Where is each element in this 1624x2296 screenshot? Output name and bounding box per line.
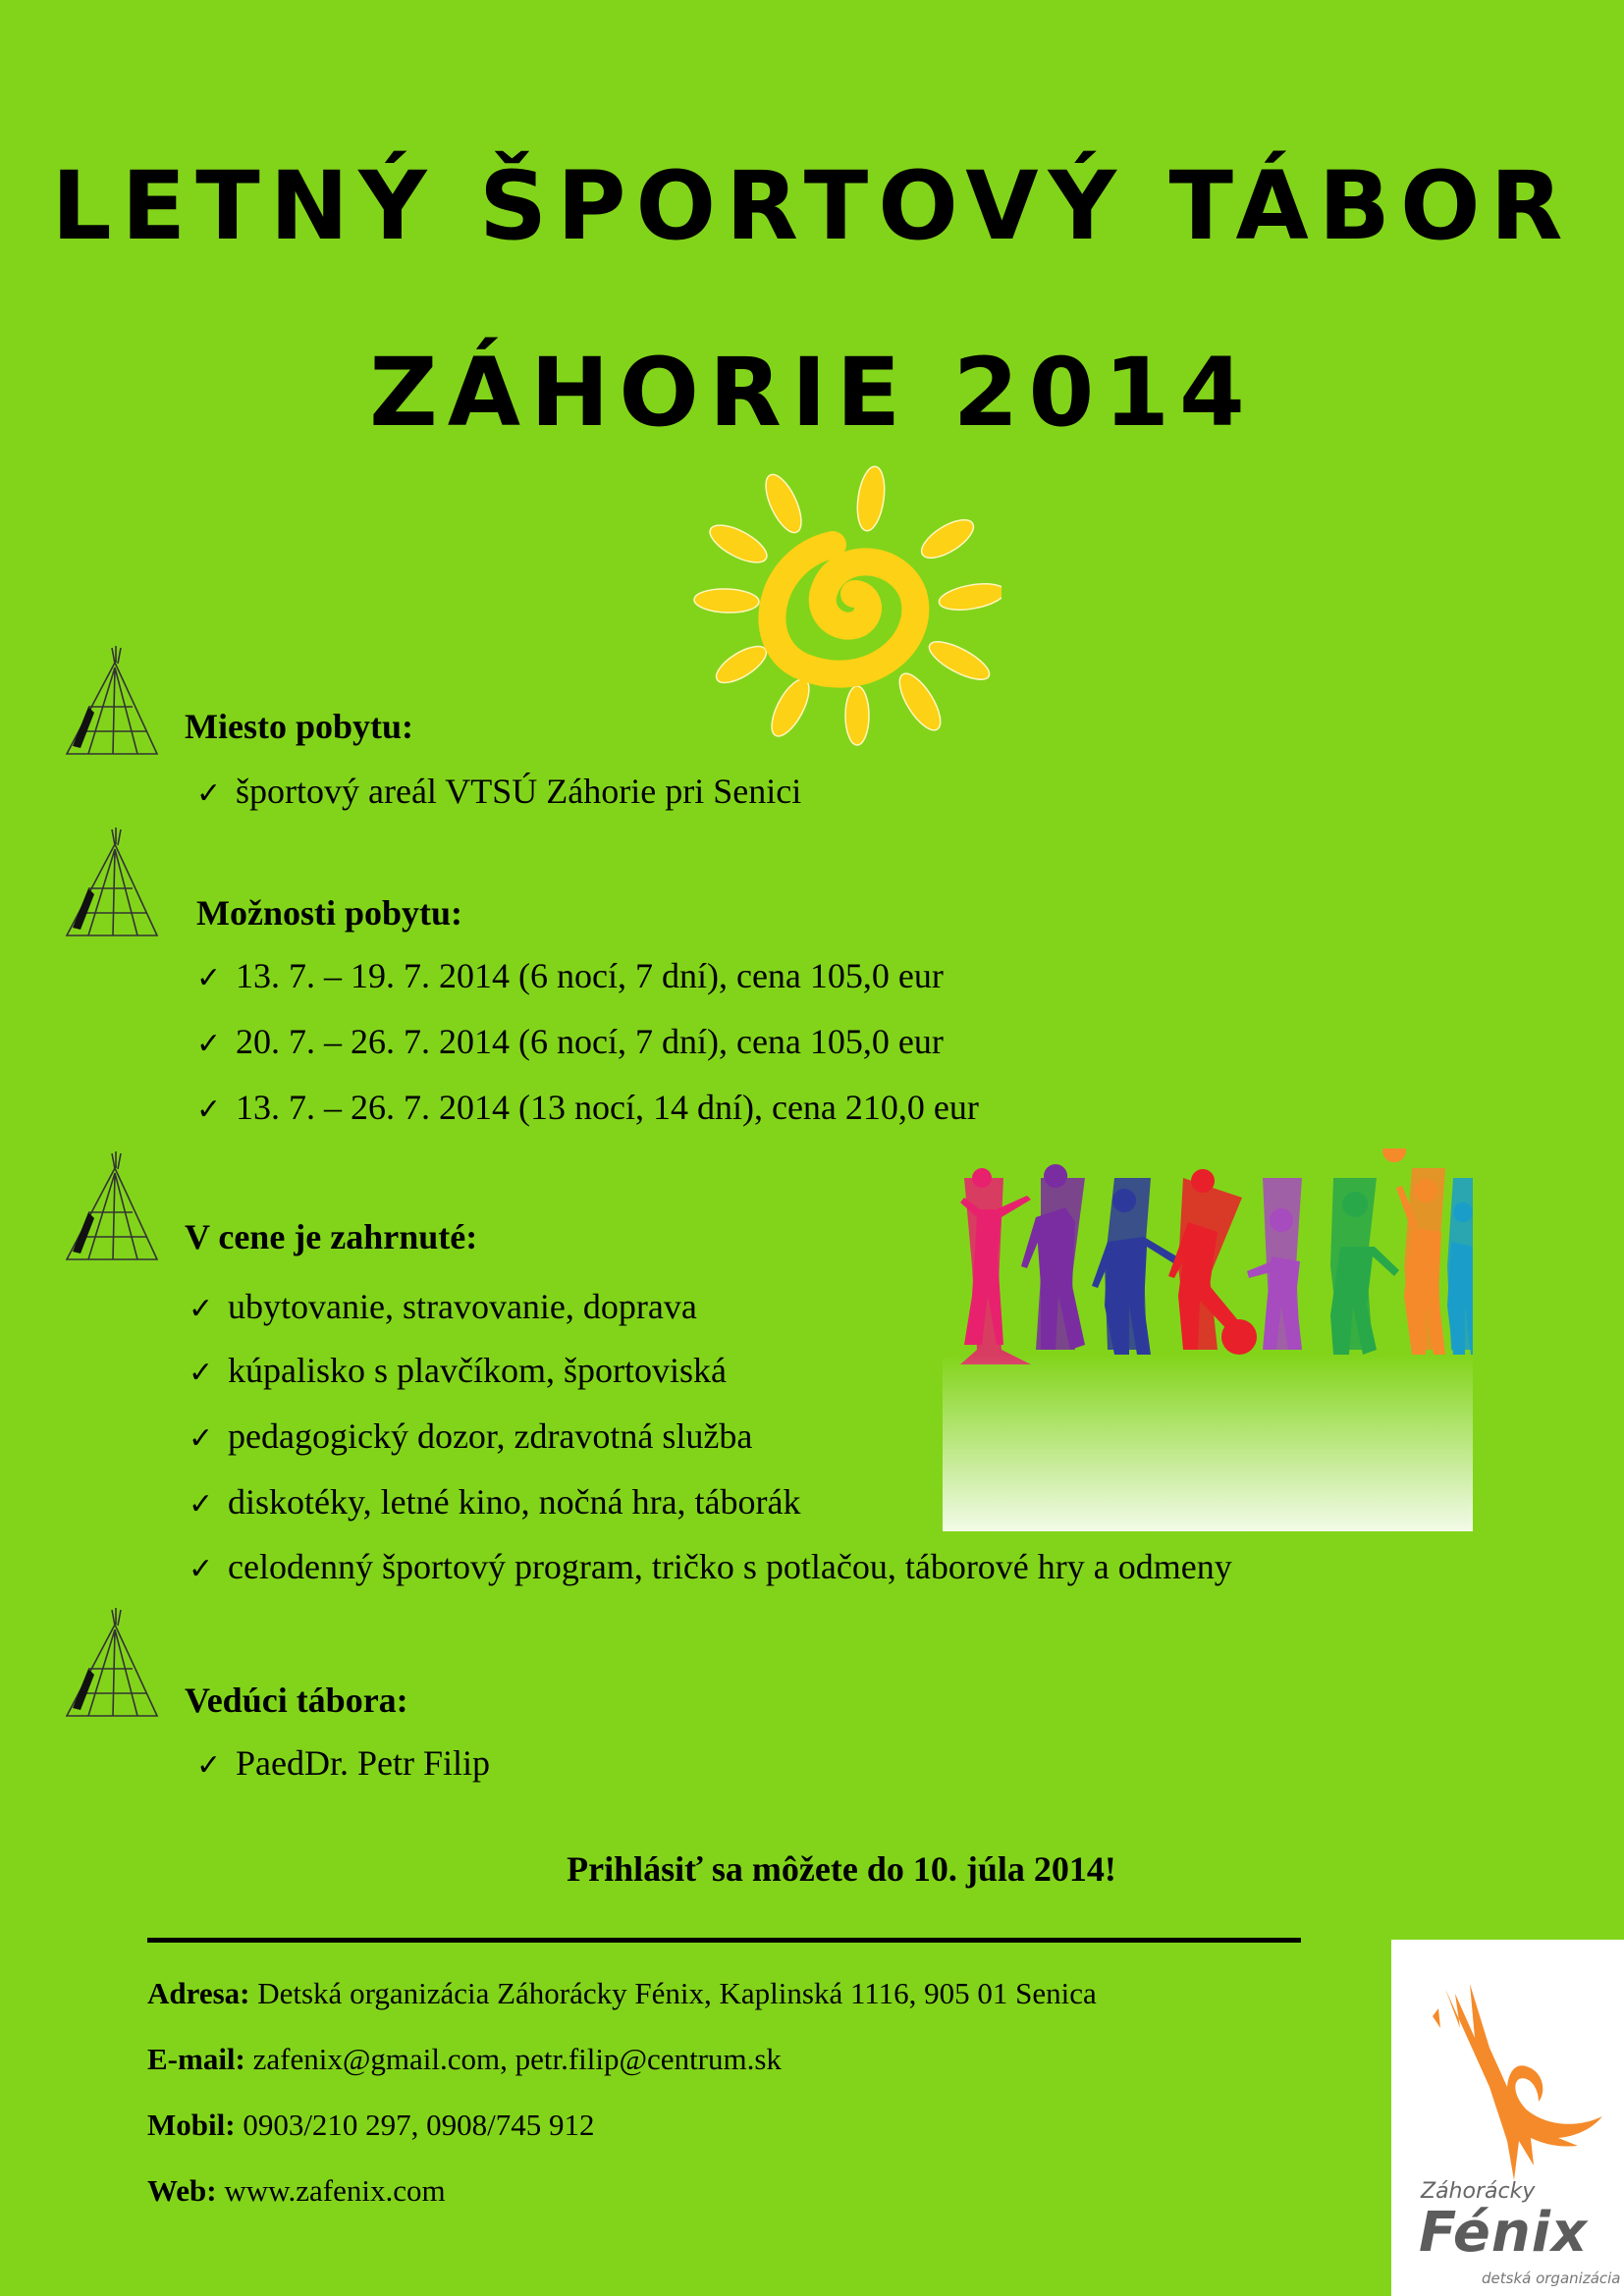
checkmark-icon: ✓ — [189, 1357, 214, 1389]
logo-text-line2: Fénix — [1419, 2201, 1589, 2265]
poster-title-line1: LETNÝ ŠPORTOVÝ TÁBOR — [51, 151, 1573, 261]
contact-value[interactable]: www.zafenix.com — [224, 2173, 446, 2208]
signup-deadline: Prihlásiť sa môžete do 10. júla 2014! — [567, 1849, 1116, 1889]
checkmark-icon: ✓ — [189, 1488, 214, 1521]
section-heading-leader: Vedúci tábora: — [185, 1681, 408, 1720]
checkmark-icon: ✓ — [196, 962, 222, 994]
checkmark-icon: ✓ — [189, 1553, 214, 1585]
section-heading-location: Miesto pobytu: — [185, 707, 413, 746]
contact-web — [147, 2175, 446, 2206]
list-item-text: celodenný športový program, tričko s potlačou, táborové hry a odmeny — [228, 1547, 1232, 1586]
list-item-text: 20. 7. – 26. 7. 2014 (6 nocí, 7 dní), cena 105,0 eur — [236, 1022, 944, 1061]
list-item — [196, 958, 944, 993]
contact-address — [147, 1978, 1097, 2008]
organization-logo — [1391, 1940, 1624, 2296]
list-item — [196, 1745, 490, 1781]
list-item — [196, 1024, 944, 1059]
list-item-text: 13. 7. – 26. 7. 2014 (13 nocí, 14 dní), cena 210,0 eur — [236, 1088, 979, 1127]
list-item-text: pedagogický dozor, zdravotná služba — [228, 1416, 753, 1456]
sun-icon — [668, 456, 1001, 756]
section-heading-options: Možnosti pobytu: — [196, 893, 463, 933]
list-item — [196, 1090, 979, 1125]
checkmark-icon: ✓ — [196, 1749, 222, 1782]
children-silhouettes-image — [943, 1148, 1473, 1531]
teepee-icon — [59, 820, 167, 947]
contact-value: 0903/210 297, 0908/745 912 — [243, 2108, 595, 2142]
contact-label: Web: — [147, 2173, 217, 2208]
contact-label: E-mail: — [147, 2042, 245, 2076]
phoenix-icon — [1421, 1969, 1617, 2180]
checkmark-icon: ✓ — [196, 1094, 222, 1126]
teepee-icon — [59, 1144, 167, 1271]
checkmark-icon: ✓ — [189, 1293, 214, 1325]
list-item — [189, 1549, 1232, 1584]
contact-mobile — [147, 2109, 595, 2140]
divider-line — [147, 1938, 1301, 1943]
checkmark-icon: ✓ — [196, 1028, 222, 1060]
list-item-text: športový areál VTSÚ Záhorie pri Senici — [236, 772, 802, 811]
list-item-text: 13. 7. – 19. 7. 2014 (6 nocí, 7 dní), cena 105,0 eur — [236, 956, 944, 995]
poster-title-line2: ZÁHORIE 2014 — [369, 338, 1255, 448]
list-item-text: diskotéky, letné kino, nočná hra, táborák — [228, 1482, 801, 1522]
list-item-text: ubytovanie, stravovanie, doprava — [228, 1287, 697, 1326]
contact-label: Adresa: — [147, 1976, 250, 2010]
logo-text-line3: detská organizácia — [1482, 2269, 1621, 2287]
list-item — [189, 1484, 801, 1520]
list-item-text: kúpalisko s plavčíkom, športoviská — [228, 1351, 727, 1390]
list-item — [196, 774, 801, 809]
checkmark-icon: ✓ — [189, 1422, 214, 1455]
list-item — [189, 1418, 752, 1454]
logo-text-line1: Záhorácky — [1421, 2179, 1536, 2204]
contact-value: Detská organizácia Záhorácky Fénix, Kaplinská 1116, 905 01 Senica — [257, 1976, 1097, 2010]
checkmark-icon: ✓ — [196, 777, 222, 810]
contact-label: Mobil: — [147, 2108, 236, 2142]
list-item — [189, 1353, 727, 1388]
teepee-icon — [59, 1600, 167, 1728]
teepee-icon — [59, 638, 167, 766]
list-item — [189, 1289, 697, 1324]
section-heading-included: V cene je zahrnuté: — [185, 1217, 478, 1256]
contact-email — [147, 2044, 782, 2074]
contact-value[interactable]: zafenix@gmail.com, petr.filip@centrum.sk — [252, 2042, 782, 2076]
list-item-text: PaedDr. Petr Filip — [236, 1743, 490, 1783]
